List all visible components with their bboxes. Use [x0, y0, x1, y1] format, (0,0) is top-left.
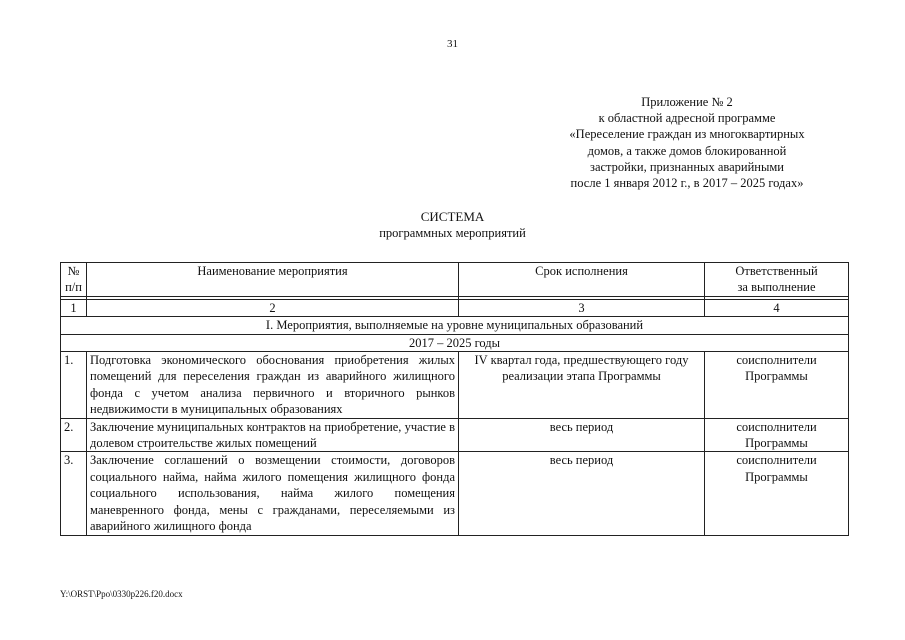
- row-term: IV квартал года, предшествующего году реализации этапа Программы: [459, 352, 705, 419]
- measures-table: [60, 262, 849, 536]
- row-measure-name: Заключение соглашений о возмещении стоимости, договоров социального найма, найма жилого помещения жилищного фонда социального использования, найма жилого помещения маневренного фонда, мены с гражданами, переселяемыми из аварийного жилищного фонда: [87, 452, 459, 535]
- column-number: 4: [705, 299, 849, 316]
- document-title: [0, 208, 905, 242]
- row-term: весь период: [459, 418, 705, 452]
- title-main: СИСТЕМА: [420, 209, 485, 224]
- row-term: весь период: [459, 452, 705, 535]
- column-number: 3: [459, 299, 705, 316]
- column-number-row: [61, 299, 849, 316]
- header-term: Срок исполнения: [459, 263, 705, 297]
- appendix-line: после 1 января 2012 г., в 2017 – 2025 годах»: [570, 176, 804, 191]
- row-number: 3.: [61, 452, 87, 535]
- table-row: [61, 418, 849, 452]
- row-responsible: соисполнители Программы: [705, 452, 849, 535]
- table-row: [61, 452, 849, 535]
- row-number: 1.: [61, 352, 87, 419]
- appendix-line: застройки, признанных аварийными: [590, 159, 784, 174]
- row-measure-name: Заключение муниципальных контрактов на приобретение, участие в долевом строительстве жилых помещений: [87, 418, 459, 452]
- appendix-line: к областной адресной программе: [598, 111, 776, 126]
- row-number: 2.: [61, 418, 87, 452]
- page-number: 31: [447, 38, 458, 50]
- table-row: [61, 352, 849, 419]
- appendix-line: Приложение № 2: [641, 95, 733, 109]
- row-responsible: соисполнители Программы: [705, 352, 849, 419]
- section-years: 2017 – 2025 годы: [61, 334, 849, 351]
- file-path-footer: Y:\ORST\Ppo\0330p226.f20.docx: [60, 589, 183, 599]
- table-header-row: [61, 263, 849, 297]
- header-responsible: Ответственный за выполнение: [705, 263, 849, 297]
- row-measure-name: Подготовка экономического обоснования приобретения жилых помещений для переселения граждан из аварийного жилищного фонда с учетом анализа первичного и вторичного рынков недвижимости в муниципальных образованиях: [87, 352, 459, 419]
- header-num: № п/п: [61, 263, 87, 297]
- header-name: Наименование мероприятия: [87, 263, 459, 297]
- section-title-row: [61, 317, 849, 334]
- title-subtitle: программных мероприятий: [379, 226, 526, 240]
- section-years-row: [61, 334, 849, 351]
- row-responsible: соисполнители Программы: [705, 418, 849, 452]
- column-number: 2: [87, 299, 459, 316]
- column-number: 1: [61, 299, 87, 316]
- appendix-line: домов, а также домов блокированной: [587, 143, 787, 158]
- appendix-line: «Переселение граждан из многоквартирных: [569, 127, 805, 142]
- section-title: I. Мероприятия, выполняемые на уровне муниципальных образований: [61, 317, 849, 334]
- appendix-header: [537, 94, 837, 191]
